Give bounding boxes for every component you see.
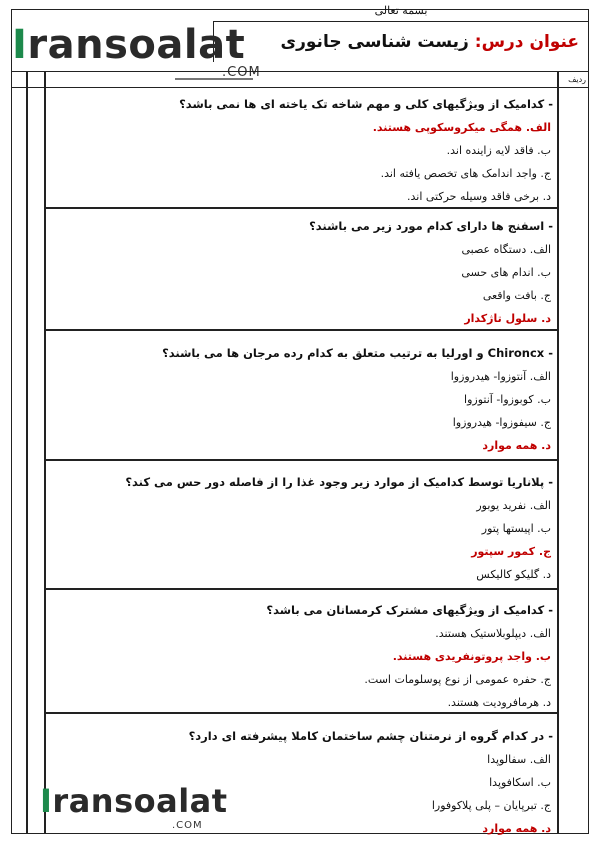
answer-option: د. هرمافرودیت هستند. (447, 696, 551, 709)
question-separator (44, 712, 557, 714)
question-block (44, 214, 557, 330)
answer-option: ب. اسکافوپدا (489, 776, 551, 789)
question-separator (44, 207, 557, 209)
watermark-domain: .COM (172, 820, 203, 831)
logo-name: ransoalat (27, 22, 246, 68)
column-divider (26, 71, 28, 834)
question-block (44, 92, 557, 208)
answer-option: ب. اپیستها پتور (481, 522, 551, 535)
column-divider (557, 71, 559, 834)
answer-option: الف. آنتوزوا- هیدروزوا (450, 370, 551, 383)
course-title-subject: زیست شناسی جانوری (280, 32, 469, 52)
answer-option: ب. کوبوزوا- آنتوزوا (464, 393, 551, 406)
answer-option: د. برخی فاقد وسیله حرکتی اند. (407, 190, 551, 203)
answer-option: الف. دیپلوبلاستیک هستند. (435, 627, 551, 640)
watermark-first-letter: I (40, 782, 53, 820)
answer-option: الف. همگی میکروسکوپی هستند. (372, 121, 551, 134)
answer-option: د. همه موارد (482, 822, 551, 835)
answer-option: ج. بافت واقعی (482, 289, 551, 302)
question-separator (44, 588, 557, 590)
answer-option: ج. حفره عمومی از نوع پوسلومات است. (364, 673, 551, 686)
row-header-strip (11, 71, 589, 88)
question-separator (44, 329, 557, 331)
question-block (44, 598, 557, 714)
watermark-logo (40, 782, 228, 820)
question-text: - اسفنج ها دارای کدام مورد زیر می باشند؟ (309, 219, 553, 233)
question-separator (44, 459, 557, 461)
question-text: - Chironcx و اورلیا به ترتیب متعلق به کدام رده مرجان ها می باشند؟ (162, 346, 553, 360)
course-title (213, 22, 589, 62)
answer-option: ب. اندام های حسی (461, 266, 551, 279)
answer-option: د. همه موارد (482, 439, 551, 452)
question-block (44, 470, 557, 586)
answer-option: الف. دستگاه عصبی (461, 243, 551, 256)
watermark-name: ransoalat (52, 782, 228, 820)
row-number-label: ردیف (568, 75, 586, 84)
answer-option: ج. کمور سپتور (471, 545, 551, 558)
answer-option: الف. نفرید یوبور (476, 499, 551, 512)
answer-option: ج. واجد اندامک های تخصص یافته اند. (380, 167, 551, 180)
question-text: - در کدام گروه از نرمتنان چشم ساختمان کاملا پیشرفته ای دارد؟ (188, 729, 553, 743)
site-logo (12, 22, 246, 68)
answer-option: ج. سیفوزوا- هیدروزوا (452, 416, 551, 429)
answer-option: ب. فاقد لایه زاینده اند. (446, 144, 551, 157)
logo-first-letter: I (12, 22, 28, 68)
answer-option: ب. واجد پروتونفریدی هستند. (392, 650, 551, 663)
question-text: - پلاناریا توسط کدامیک از موارد زیر وجود غذا را از فاصله دور حس می کند؟ (125, 475, 553, 489)
answer-option: ج. تبرپایان – پلی پلاکوفورا (431, 799, 551, 812)
answer-option: د. گلیکو کالیکس (476, 568, 551, 581)
question-text: - کدامیک از ویژگیهای مشترک کرمسانان می باشد؟ (266, 603, 553, 617)
answer-option: د. سلول تاژکدار (464, 312, 551, 325)
bismillah-heading: بسمه تعالی (213, 0, 589, 22)
course-title-label: عنوان درس: (474, 32, 579, 52)
answer-option: الف. سفالوپدا (487, 753, 551, 766)
logo-domain: .COM (222, 65, 261, 80)
question-block (44, 341, 557, 457)
question-text: - کدامیک از ویژگیهای کلی و مهم شاخه تک یاخته ای ها نمی باشد؟ (179, 97, 553, 111)
